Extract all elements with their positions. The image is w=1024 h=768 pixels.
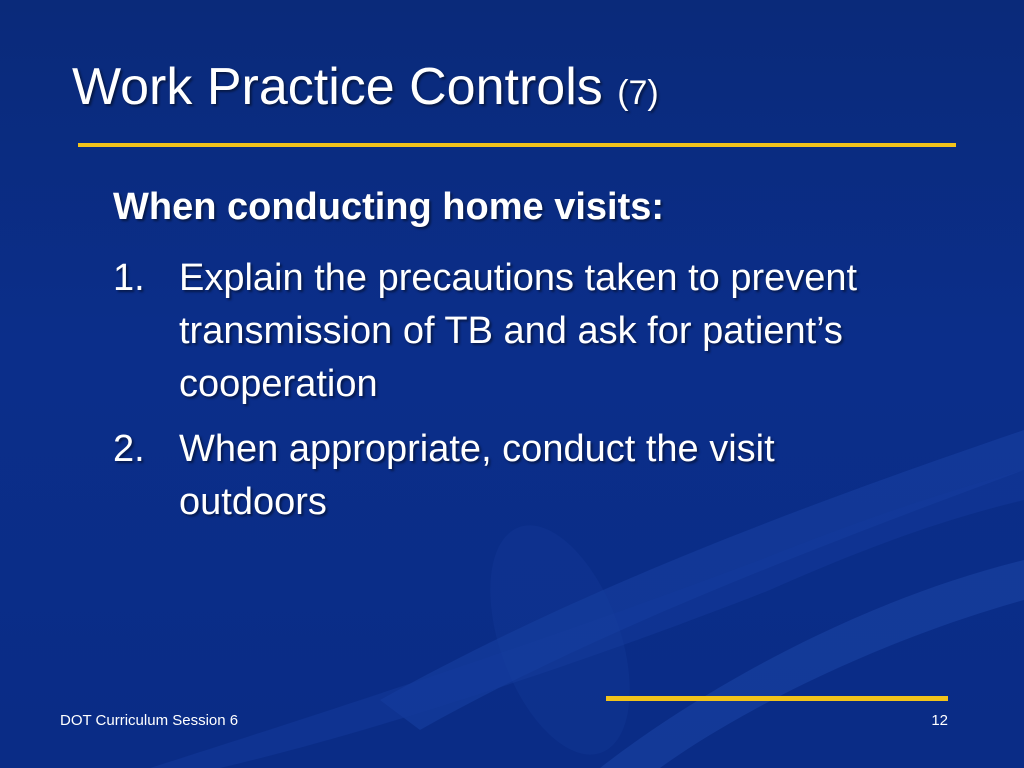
slide-title-text: Work Practice Controls	[72, 58, 603, 116]
list-item-number: 2.	[113, 428, 145, 470]
title-underline-rule	[78, 143, 956, 147]
slide-title	[72, 52, 659, 128]
slide-title-suffix: (7)	[617, 74, 659, 112]
list-item-text: Explain the precautions taken to prevent transmission of TB and ask for patient’s cooperation	[179, 257, 858, 405]
list-item-text: When appropriate, conduct the visit outdoors	[179, 428, 775, 523]
list-item	[113, 423, 913, 529]
list-item	[113, 252, 913, 411]
numbered-list	[113, 252, 913, 541]
slide-page-number: 12	[931, 712, 948, 729]
footer-course-label: DOT Curriculum Session 6	[60, 712, 239, 729]
section-heading: When conducting home visits:	[113, 186, 665, 228]
list-item-number: 1.	[113, 257, 145, 299]
footer-accent-rule	[606, 696, 948, 701]
